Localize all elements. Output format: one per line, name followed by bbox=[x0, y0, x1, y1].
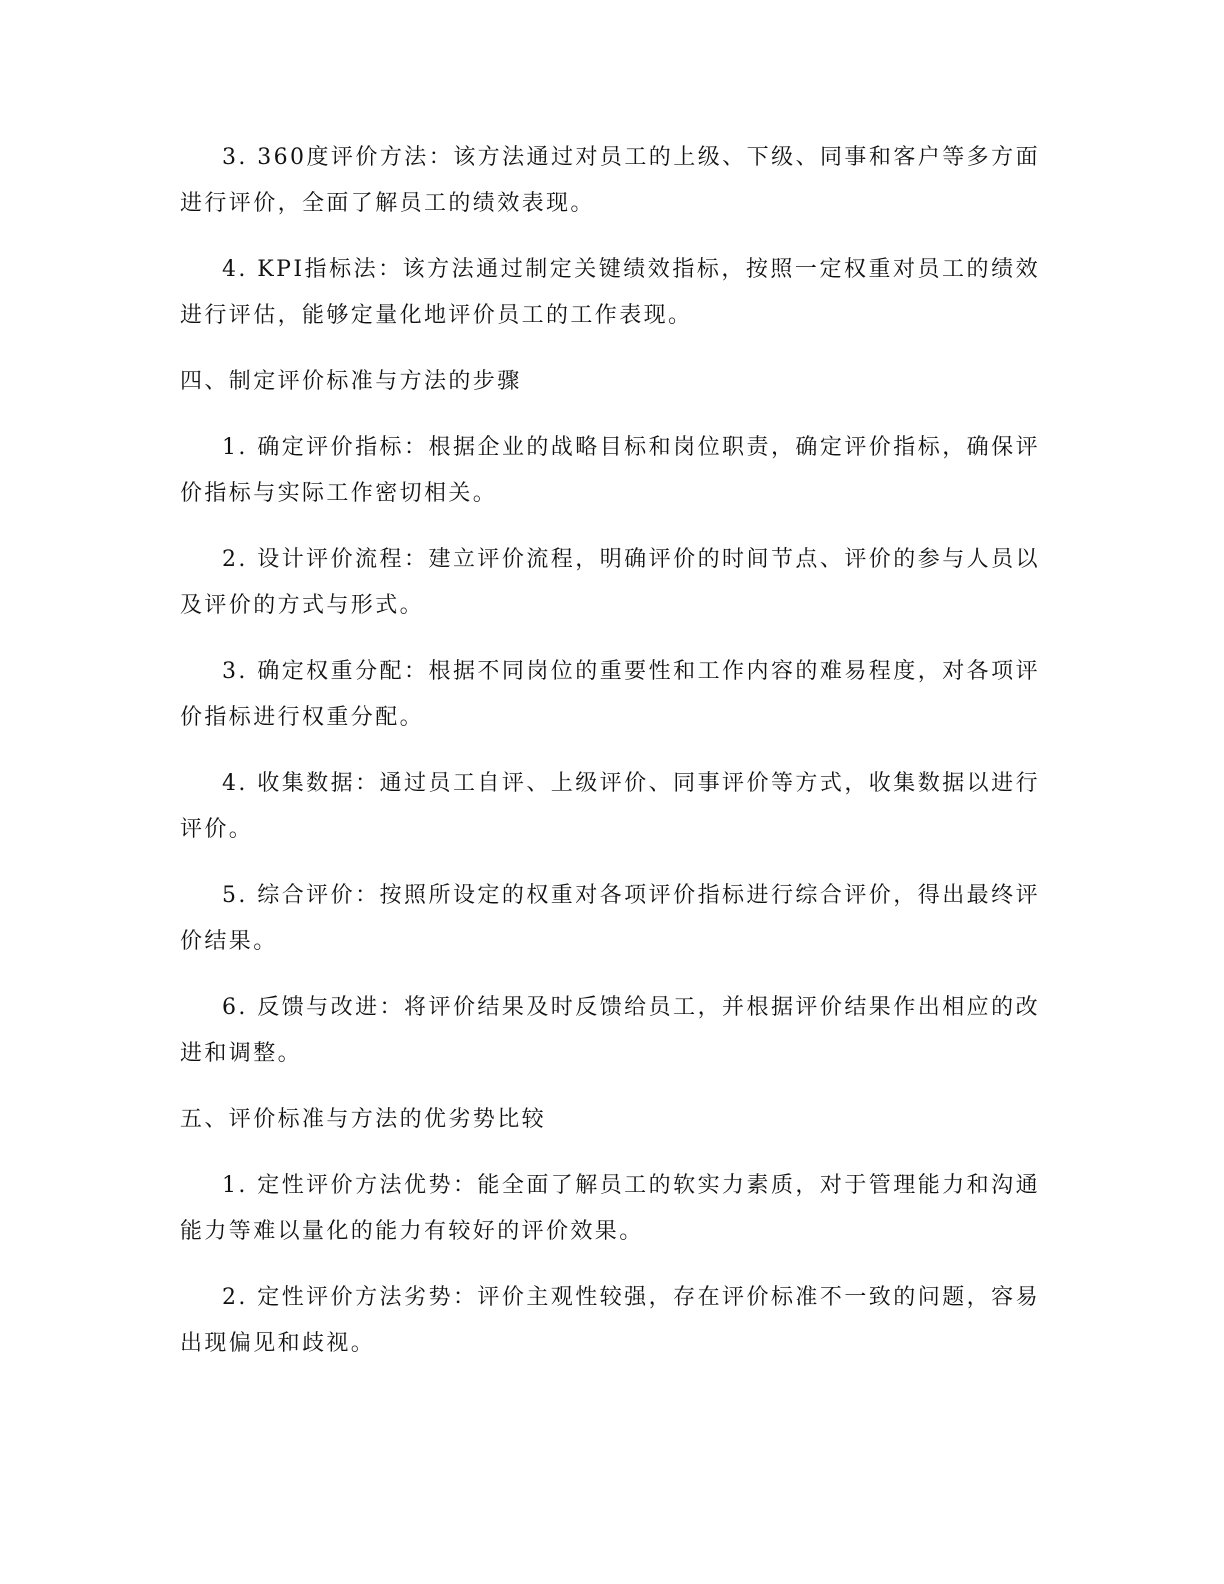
item-360-evaluation: 3. 360度评价方法：该方法通过对员工的上级、下级、同事和客户等多方面进行评价，全面了解员工的绩效表现。 bbox=[180, 145, 1040, 216]
step-4-data: 4. 收集数据：通过员工自评、上级评价、同事评价等方式，收集数据以进行评价。 bbox=[180, 771, 1040, 842]
section-5-heading: 五、评价标准与方法的优劣势比较 bbox=[180, 1107, 547, 1132]
step-1-indicators: 1. 确定评价指标：根据企业的战略目标和岗位职责，确定评价指标，确保评价指标与实际工作密切相关。 bbox=[180, 435, 1040, 506]
qualitative-disadvantage: 2. 定性评价方法劣势：评价主观性较强，存在评价标准不一致的问题，容易出现偏见和歧视。 bbox=[180, 1285, 1040, 1356]
section-4-heading: 四、制定评价标准与方法的步骤 bbox=[180, 369, 522, 394]
step-5-synthesis: 5. 综合评价：按照所设定的权重对各项评价指标进行综合评价，得出最终评价结果。 bbox=[180, 883, 1040, 954]
step-3-weights: 3. 确定权重分配：根据不同岗位的重要性和工作内容的难易程度，对各项评价指标进行权重分配。 bbox=[180, 659, 1040, 730]
step-6-feedback: 6. 反馈与改进：将评价结果及时反馈给员工，并根据评价结果作出相应的改进和调整。 bbox=[180, 995, 1040, 1066]
document-body bbox=[180, 135, 1040, 1387]
step-2-process: 2. 设计评价流程：建立评价流程，明确评价的时间节点、评价的参与人员以及评价的方式与形式。 bbox=[180, 547, 1040, 618]
qualitative-advantage: 1. 定性评价方法优势：能全面了解员工的软实力素质，对于管理能力和沟通能力等难以量化的能力有较好的评价效果。 bbox=[180, 1173, 1040, 1244]
item-kpi-method: 4. KPI指标法：该方法通过制定关键绩效指标，按照一定权重对员工的绩效进行评估，能够定量化地评价员工的工作表现。 bbox=[180, 257, 1040, 328]
